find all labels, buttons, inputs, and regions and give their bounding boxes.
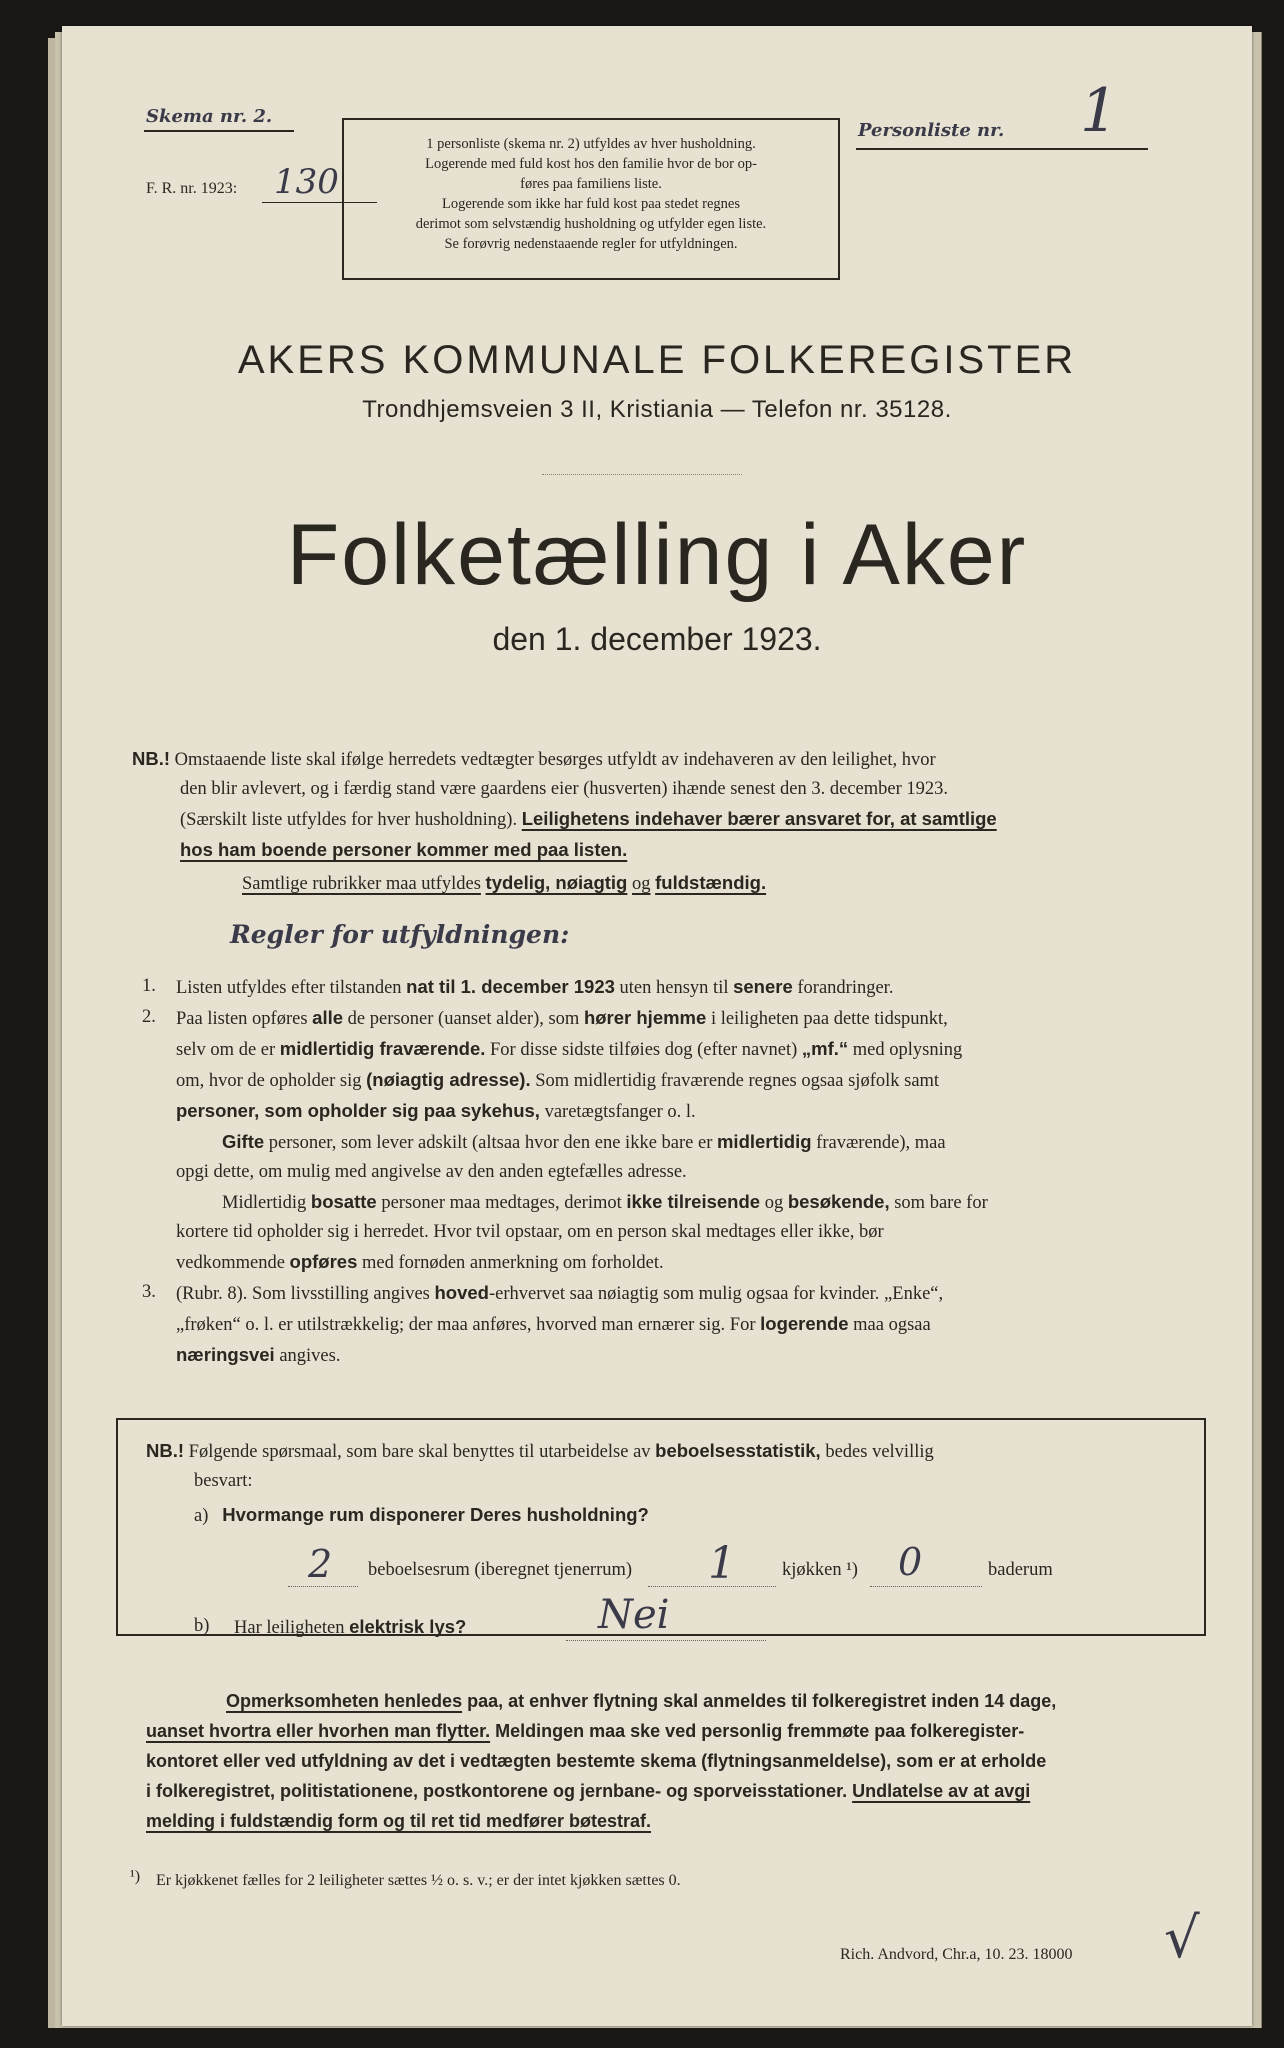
- fr-value: 130: [274, 162, 339, 202]
- rule-3-l2a: „frøken“ o. l. er utilstrækkelig; der maa anføres, hvorved man ernærer sig. For: [176, 1315, 756, 1335]
- title-separator: [542, 474, 742, 475]
- nb1-line-5d: fuldstændig.: [655, 872, 767, 893]
- rule-2-l2e: med oplysning: [852, 1040, 963, 1060]
- rule-2-l4b: varetægtsfanger o. l.: [544, 1102, 696, 1122]
- nb2-line-1b: beboelsesstatistik,: [655, 1440, 821, 1461]
- office-name: AKERS KOMMUNALE FOLKEREGISTER: [237, 338, 1077, 382]
- rule-2-l7a: Midlertidig: [222, 1193, 307, 1213]
- rule-2-l7e: og: [764, 1193, 784, 1213]
- rule-2-l5d: fraværende), maa: [816, 1133, 946, 1153]
- box-line-3: føres paa familiens liste.: [520, 176, 662, 192]
- nb1-label: NB.!: [132, 748, 171, 769]
- notice-l1a: Opmerksomheten henledes: [226, 1691, 463, 1711]
- footnote-text: Er kjøkkenet fælles for 2 leiligheter sættes ½ o. s. v.; er der intet kjøkken sættes 0.: [156, 1872, 681, 1889]
- rule-2-l5a: Gifte: [222, 1131, 265, 1152]
- personliste-underline: [856, 148, 1148, 150]
- rule-2-l2a: selv om de er: [176, 1040, 276, 1060]
- rule-2-l2d: „mf.“: [801, 1038, 849, 1059]
- rule-2-l3b: (nøiagtig adresse).: [366, 1069, 531, 1090]
- rule-2-l3c: Som midlertidig fraværende regnes ogsaa sjøfolk samt: [535, 1071, 940, 1091]
- nb2-line-1a: Følgende spørsmaal, som bare skal benyttes til utarbeidelse av: [188, 1442, 651, 1462]
- census-form-page: [62, 26, 1252, 2026]
- box-line-6: Se forøvrig nedenstaaende regler for utfyldningen.: [444, 236, 738, 252]
- rule-2-l5b: personer, som lever adskilt (altsaa hvor den ene ikke bare er: [268, 1133, 713, 1153]
- rule-2-l7f: besøkende,: [787, 1191, 890, 1212]
- notice-l3: kontoret eller ved utfyldning av det i vedtægten bestemte skema (flytningsanmeldelse), som er at erholde: [146, 1751, 1047, 1771]
- notice-l2b: Meldingen maa ske ved personlig fremmøte paa folkeregister-: [495, 1721, 1025, 1741]
- question-b-text: [234, 1616, 466, 1639]
- rule-2-l1d: hører hjemme: [583, 1007, 707, 1028]
- bath-answer-line: [870, 1586, 982, 1587]
- main-title: Folketælling i Aker: [286, 507, 1028, 603]
- question-a-label: a): [194, 1506, 209, 1526]
- rule-1-text-a: Listen utfyldes efter tilstanden: [176, 978, 402, 998]
- rule-2-l9a: vedkommende: [176, 1253, 285, 1273]
- rule-2-l7g: som bare for: [894, 1193, 988, 1213]
- nb1-line-1: Omstaaende liste skal ifølge herredets vedtægter besørges utfyldt av indehaveren av den leilighet, hvor: [174, 750, 936, 770]
- rule-2-l1c: de personer (uanset alder), som: [347, 1009, 580, 1029]
- fr-label: F. R. nr. 1923:: [146, 180, 238, 197]
- nb2-label: NB.!: [146, 1440, 185, 1461]
- rule-3-l3a: næringsvei: [176, 1344, 275, 1365]
- footnote-mark: ¹): [130, 1868, 141, 1885]
- rules-heading: Regler for utfyldningen:: [230, 920, 570, 949]
- personliste-label: Personliste nr.: [858, 120, 1005, 141]
- rule-2: [142, 1003, 1214, 1278]
- rooms-answer-line: [288, 1586, 358, 1587]
- rule-2-l1a: Paa listen opføres: [176, 1009, 308, 1029]
- rule-2-l1e: i leiligheten paa dette tidspunkt,: [710, 1009, 948, 1029]
- instructions-box: [342, 118, 840, 280]
- rule-2-l2c: For disse sidste tilføies dog (efter navnet): [490, 1040, 798, 1060]
- bath-value: 0: [898, 1540, 923, 1584]
- rule-2-l4a: personer, som opholder sig paa sykehus,: [176, 1100, 540, 1121]
- skema-number: Skema nr. 2.: [146, 106, 273, 127]
- rule-1-text-d: senere: [733, 976, 793, 997]
- rule-2-l1b: alle: [312, 1007, 344, 1028]
- question-a-text: Hvormange rum disponerer Deres husholdning?: [222, 1504, 649, 1525]
- box-line-2: Logerende med fuld kost hos den familie hvor de bor op-: [425, 156, 757, 172]
- kitchen-label: kjøkken ¹): [782, 1560, 858, 1580]
- rule-3-l2c: maa ogsaa: [853, 1315, 931, 1335]
- rooms-value: 2: [308, 1542, 333, 1586]
- nb1-line-4: hos ham boende personer kommer med paa listen.: [180, 839, 628, 860]
- rule-1: [142, 972, 1214, 1003]
- rule-2-l3a: om, hvor de opholder sig: [176, 1071, 362, 1091]
- rule-1-text-b: nat til 1. december 1923: [406, 976, 615, 997]
- nb1-line-3a: (Særskilt liste utfyldes for hver husholdning).: [180, 810, 518, 830]
- rule-1-text-e: forandringer.: [797, 978, 894, 998]
- rule-3-l1b: hoved: [434, 1282, 489, 1303]
- nb1-line-2: den blir avlevert, og i færdig stand være gaardens eier (husverten) ihænde senest den 3. december 1923.: [180, 779, 949, 799]
- rule-2-l2b: midlertidig fraværende.: [279, 1038, 486, 1059]
- question-b-text-2: elektrisk lys?: [349, 1616, 467, 1637]
- box-line-5: derimot som selvstændig husholdning og utfylder egen liste.: [415, 216, 767, 232]
- skema-underline: [144, 130, 294, 132]
- rule-2-number: 2.: [142, 1007, 156, 1027]
- electric-answer-line: [566, 1640, 766, 1641]
- rule-3-l2b: logerende: [760, 1313, 849, 1334]
- nb1-line-3b: Leilighetens indehaver bærer ansvaret for, at samtlige: [521, 808, 997, 829]
- question-b-label: b): [194, 1616, 210, 1636]
- notice-l4a: i folkeregistret, politistationene, postkontorene og jernbane- og sporveisstationer.: [146, 1781, 848, 1801]
- rule-2-l7d: ikke tilreisende: [626, 1191, 761, 1212]
- rule-2-l7c: personer maa medtages, derimot: [381, 1193, 622, 1213]
- nb1-section: [132, 744, 1212, 899]
- box-line-1: 1 personliste (skema nr. 2) utfyldes av hver husholdning.: [426, 136, 756, 152]
- printer-imprint: Rich. Andvord, Chr.a, 10. 23. 18000: [840, 1946, 1073, 1963]
- check-mark: √: [1164, 1906, 1200, 1971]
- nb2-line-1c: bedes velvillig: [825, 1442, 934, 1462]
- rule-2-l7b: bosatte: [310, 1191, 377, 1212]
- notice-l2a: uanset hvortra eller hvorhen man flytter.: [146, 1721, 491, 1741]
- notice-l4b: Undlatelse av at avgi: [852, 1781, 1031, 1801]
- rule-2-l9c: med fornøden anmerkning om forholdet.: [362, 1253, 664, 1273]
- rule-3-l3b: angives.: [279, 1346, 341, 1366]
- notice-l5: melding i fuldstændig form og til ret tid medfører bøtestraf.: [146, 1811, 652, 1831]
- box-line-4: Logerende som ikke har fuld kost paa stedet regnes: [442, 196, 740, 212]
- rooms-label: beboelsesrum (iberegnet tjenerrum): [368, 1560, 633, 1580]
- bath-label: baderum: [988, 1560, 1053, 1580]
- rule-3: [142, 1278, 1214, 1371]
- rule-2-l6: opgi dette, om mulig med angivelse av den anden egtefælles adresse.: [176, 1162, 687, 1182]
- moving-notice: [146, 1686, 1206, 1836]
- question-b-text-1: Har leiligheten: [234, 1618, 345, 1638]
- personliste-value: 1: [1080, 76, 1119, 146]
- housing-statistics-box: [116, 1418, 1206, 1636]
- electric-value: Nei: [598, 1592, 670, 1638]
- nb2-line-2: besvart:: [194, 1471, 253, 1491]
- kitchen-value: 1: [708, 1538, 736, 1589]
- rule-1-number: 1.: [142, 976, 156, 996]
- notice-l1b: paa, at enhver flytning skal anmeldes til folkeregistret inden 14 dage,: [467, 1691, 1057, 1711]
- rule-3-l1a: (Rubr. 8). Som livsstilling angives: [176, 1284, 430, 1304]
- rule-2-l9b: opføres: [289, 1251, 358, 1272]
- census-date: den 1. december 1923.: [492, 621, 822, 657]
- rules-list: [142, 972, 1214, 1371]
- nb1-line-5c: og: [632, 874, 651, 894]
- nb1-line-5a: Samtlige rubrikker maa utfyldes: [242, 874, 481, 894]
- rule-1-text-c: uten hensyn til: [619, 978, 729, 998]
- office-address: Trondhjemsveien 3 II, Kristiania — Telefon nr. 35128.: [362, 396, 952, 423]
- rule-3-l1c: -erhvervet saa nøiagtig som mulig ogsaa for kvinder. „Enke“,: [488, 1284, 944, 1304]
- rule-3-number: 3.: [142, 1282, 156, 1302]
- rule-2-l8: kortere tid opholder sig i herredet. Hvor tvil opstaar, om en person skal medtages eller ikke, bør: [176, 1222, 884, 1242]
- nb1-line-5b: tydelig, nøiagtig: [485, 872, 628, 893]
- rule-2-l5c: midlertidig: [716, 1131, 812, 1152]
